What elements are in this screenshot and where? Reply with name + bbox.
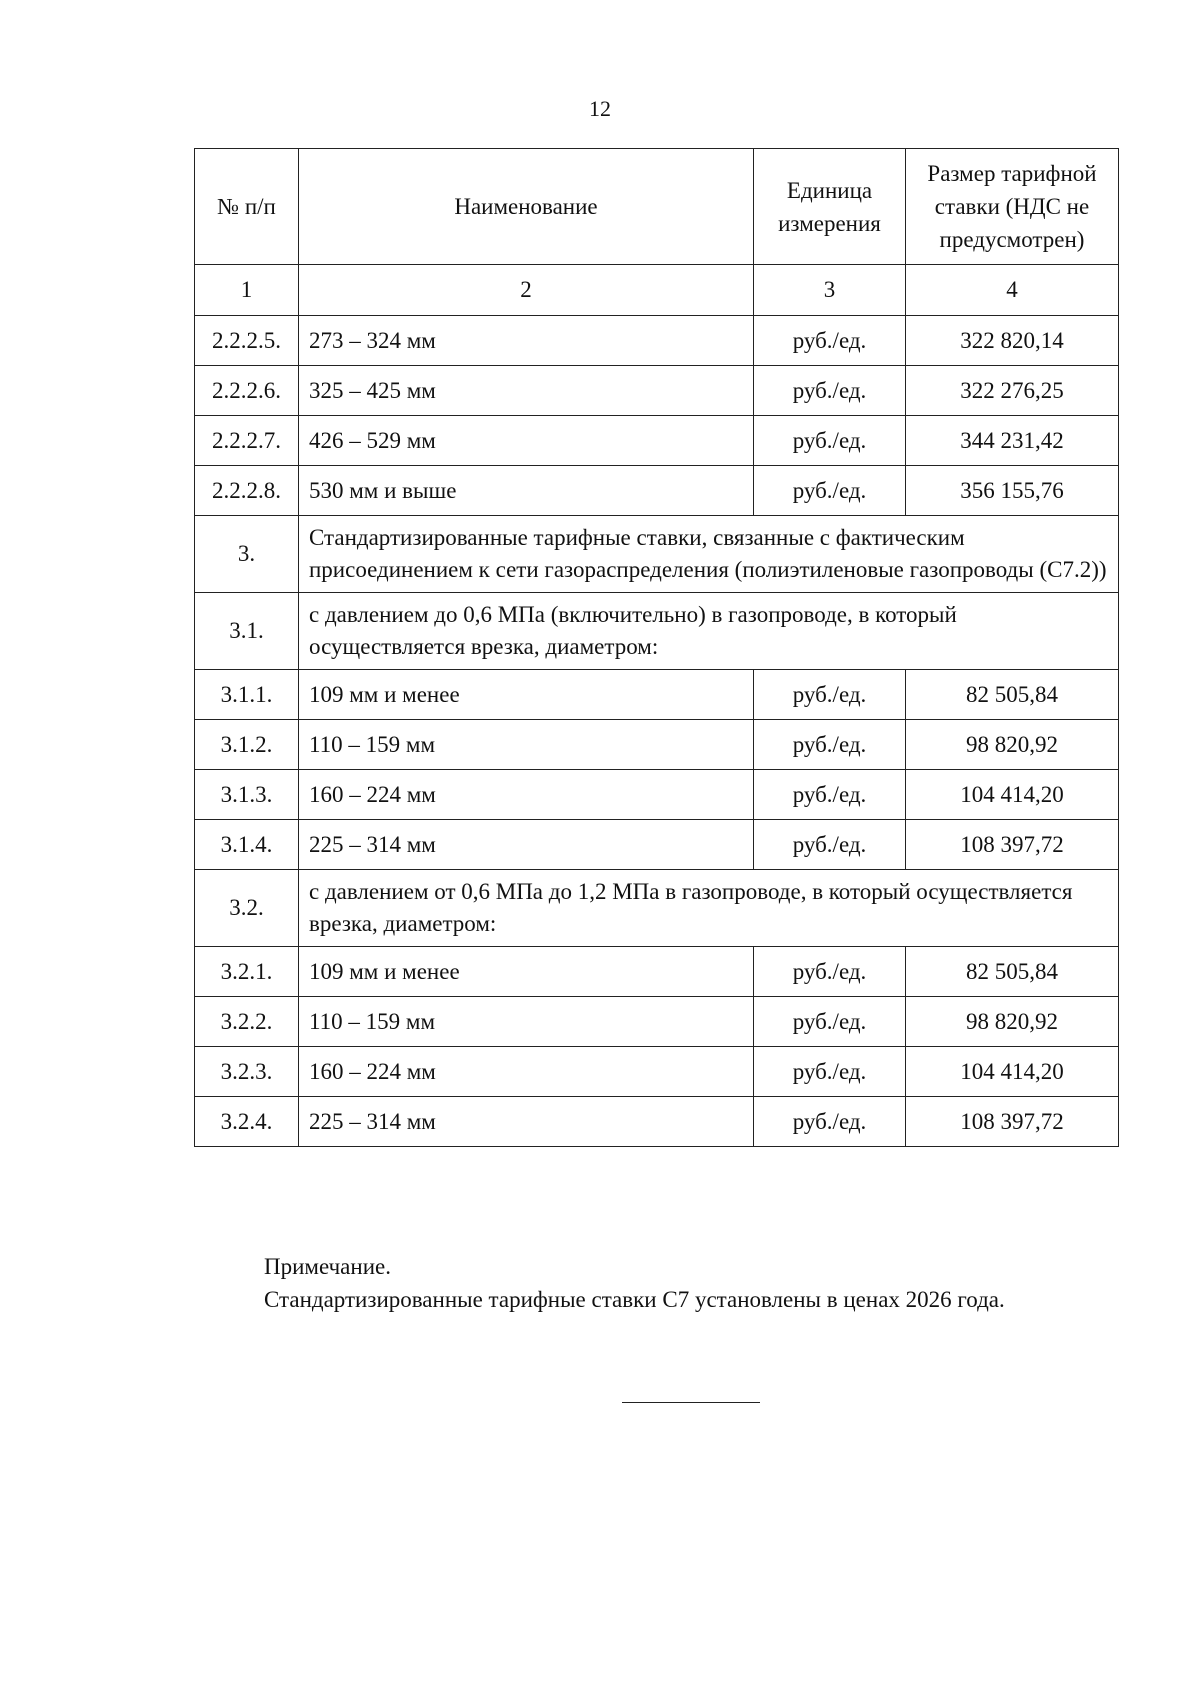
row-unit: руб./ед. [754, 947, 906, 997]
row-value: 322 276,25 [906, 366, 1119, 416]
header-rate: Размер тарифной ставки (НДС не предусмотрен) [906, 149, 1119, 265]
section-number: 3. [195, 516, 299, 593]
row-number: 2.2.2.6. [195, 366, 299, 416]
row-name: 273 – 324 мм [299, 316, 754, 366]
row-value: 104 414,20 [906, 770, 1119, 820]
column-number: 1 [195, 265, 299, 316]
table-row [195, 366, 1119, 416]
header-name: Наименование [299, 149, 754, 265]
column-number-row [195, 265, 1119, 316]
row-unit: руб./ед. [754, 1047, 906, 1097]
table-row [195, 670, 1119, 720]
row-value: 344 231,42 [906, 416, 1119, 466]
row-unit: руб./ед. [754, 366, 906, 416]
row-name: 109 мм и менее [299, 947, 754, 997]
row-unit: руб./ед. [754, 1097, 906, 1147]
row-value: 98 820,92 [906, 997, 1119, 1047]
row-unit: руб./ед. [754, 720, 906, 770]
section-row [195, 870, 1119, 947]
row-unit: руб./ед. [754, 670, 906, 720]
row-value: 322 820,14 [906, 316, 1119, 366]
row-name: 426 – 529 мм [299, 416, 754, 466]
column-number: 4 [906, 265, 1119, 316]
column-number: 3 [754, 265, 906, 316]
table-row [195, 1047, 1119, 1097]
section-text: с давлением до 0,6 МПа (включительно) в газопроводе, в который осуществляется врезка, диаметром: [299, 593, 1119, 670]
note-text: Стандартизированные тарифные ставки С7 установлены в ценах 2026 года. [264, 1287, 1005, 1312]
row-value: 82 505,84 [906, 670, 1119, 720]
table-row [195, 416, 1119, 466]
section-number: 3.2. [195, 870, 299, 947]
row-number: 3.2.1. [195, 947, 299, 997]
row-number: 3.1.2. [195, 720, 299, 770]
section-row [195, 593, 1119, 670]
row-number: 2.2.2.5. [195, 316, 299, 366]
page-number: 12 [589, 96, 611, 121]
header-number: № п/п [195, 149, 299, 265]
table-row [195, 316, 1119, 366]
section-row [195, 516, 1119, 593]
row-unit: руб./ед. [754, 997, 906, 1047]
row-number: 3.2.3. [195, 1047, 299, 1097]
row-value: 82 505,84 [906, 947, 1119, 997]
note-block [194, 1250, 1118, 1316]
row-name: 530 мм и выше [299, 466, 754, 516]
table-row [195, 720, 1119, 770]
table-row [195, 820, 1119, 870]
row-name: 110 – 159 мм [299, 997, 754, 1047]
table-row [195, 770, 1119, 820]
row-unit: руб./ед. [754, 820, 906, 870]
section-text: с давлением от 0,6 МПа до 1,2 МПа в газопроводе, в который осуществляется врезка, диаметром: [299, 870, 1119, 947]
row-unit: руб./ед. [754, 416, 906, 466]
section-number: 3.1. [195, 593, 299, 670]
row-name: 325 – 425 мм [299, 366, 754, 416]
row-value: 356 155,76 [906, 466, 1119, 516]
row-unit: руб./ед. [754, 316, 906, 366]
table-header-row [195, 149, 1119, 265]
table-row [195, 466, 1119, 516]
row-value: 108 397,72 [906, 1097, 1119, 1147]
column-number: 2 [299, 265, 754, 316]
row-name: 225 – 314 мм [299, 1097, 754, 1147]
row-name: 110 – 159 мм [299, 720, 754, 770]
row-number: 3.2.4. [195, 1097, 299, 1147]
section-text: Стандартизированные тарифные ставки, связанные с фактическим присоединением к сети газораспределения (полиэтиленовые газопроводы (С7.2)) [299, 516, 1119, 593]
row-number: 3.1.1. [195, 670, 299, 720]
row-value: 98 820,92 [906, 720, 1119, 770]
table-row [195, 997, 1119, 1047]
row-number: 3.1.4. [195, 820, 299, 870]
row-name: 225 – 314 мм [299, 820, 754, 870]
row-number: 3.1.3. [195, 770, 299, 820]
row-value: 104 414,20 [906, 1047, 1119, 1097]
table-row [195, 1097, 1119, 1147]
end-divider [622, 1402, 760, 1403]
row-unit: руб./ед. [754, 770, 906, 820]
row-name: 160 – 224 мм [299, 770, 754, 820]
tariff-table [194, 148, 1119, 1147]
row-name: 109 мм и менее [299, 670, 754, 720]
row-number: 2.2.2.8. [195, 466, 299, 516]
table-row [195, 947, 1119, 997]
note-title: Примечание. [264, 1254, 391, 1279]
row-unit: руб./ед. [754, 466, 906, 516]
header-unit: Единица измерения [754, 149, 906, 265]
row-value: 108 397,72 [906, 820, 1119, 870]
row-number: 2.2.2.7. [195, 416, 299, 466]
row-name: 160 – 224 мм [299, 1047, 754, 1097]
row-number: 3.2.2. [195, 997, 299, 1047]
